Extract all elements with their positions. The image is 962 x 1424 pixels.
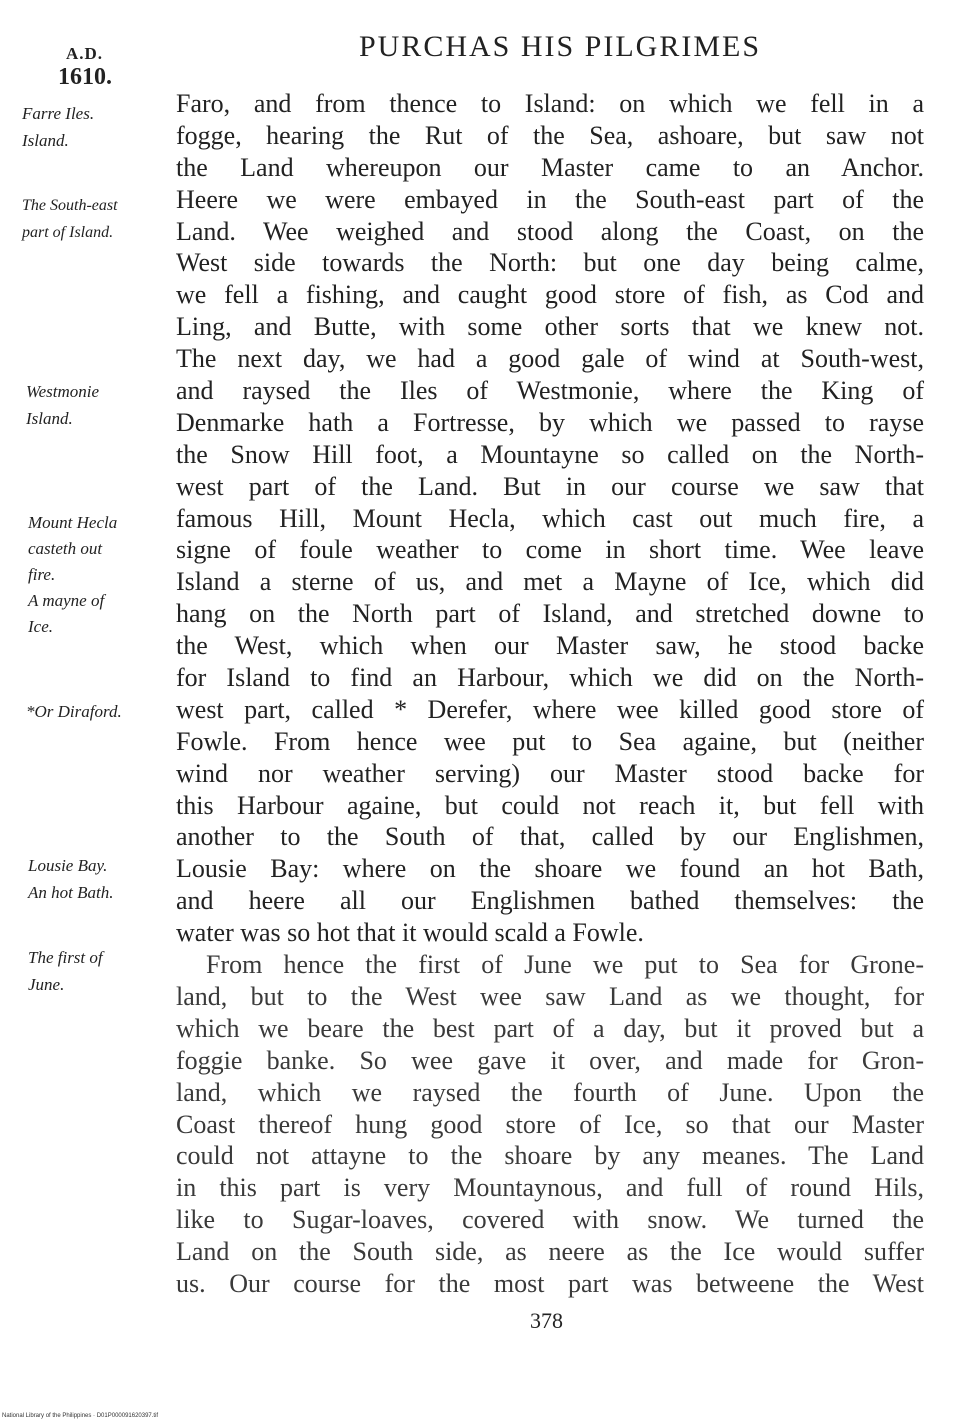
- year-label: 1610.: [58, 64, 112, 90]
- margin-note-line: *Or Diraford.: [26, 702, 122, 721]
- text-line: foggie banke. So wee gave it over, and made for Gron-: [176, 1045, 924, 1075]
- text-line: water was so hot that it would scald a Fowle.: [176, 918, 644, 948]
- text-line: and heere all our Englishmen bathed themselves: the: [176, 886, 924, 916]
- paragraph: [176, 88, 924, 949]
- text-line: Heere we were embayed in the South-east part of the: [176, 184, 924, 214]
- text-line: in this part is very Mountaynous, and full of round Hils,: [176, 1173, 924, 1203]
- paragraph: [176, 949, 924, 1300]
- era-label: A.D.: [66, 44, 104, 63]
- margin-note: [26, 378, 99, 432]
- margin-note-line: A mayne of: [28, 591, 105, 610]
- text-line: and raysed the Iles of Westmonie, where the King of: [176, 376, 924, 406]
- margin-note-line: An hot Bath.: [28, 883, 114, 902]
- text-line: which we beare the best part of a day, but it proved but a: [176, 1013, 924, 1043]
- text-line: Fowle. From hence wee put to Sea againe, but (neither: [176, 726, 924, 756]
- text-line: Ling, and Butte, with some other sorts that we knew not.: [176, 312, 924, 342]
- text-line: land, but to the West wee saw Land as we thought, for: [176, 981, 924, 1011]
- text-line: Lousie Bay: where on the shoare we found an hot Bath,: [176, 854, 924, 884]
- margin-note-line: Island.: [22, 131, 69, 150]
- text-line: this Harbour againe, but could not reach it, but fell with: [176, 790, 924, 820]
- text-line: for Island to find an Harbour, which we did on the North-: [176, 663, 924, 693]
- text-line: Denmarke hath a Fortresse, by which we passed to rayse: [176, 407, 924, 437]
- margin-note: [28, 852, 113, 906]
- text-line: like to Sugar-loaves, covered with snow. We turned the: [176, 1205, 924, 1235]
- margin-note-line: Farre Iles.: [22, 104, 95, 123]
- margin-note-line: The first of: [28, 948, 103, 967]
- text-line: hang on the North part of Island, and stretched downe to: [176, 599, 924, 629]
- text-line: the West, which when our Master saw, he stood backe: [176, 631, 924, 661]
- margin-note-line: part of Island.: [22, 224, 114, 241]
- text-line: west part, called * Derefer, where wee killed good store of: [176, 694, 924, 724]
- text-line: wind nor weather serving) our Master stood backe for: [176, 758, 924, 788]
- running-head: PURCHAS HIS PILGRIMES: [358, 30, 762, 63]
- margin-note-line: Mount Hecla: [28, 513, 118, 532]
- text-line: fogge, hearing the Rut of the Sea, ashoare, but saw not: [176, 120, 924, 150]
- text-line: could not attayne to the shoare by any meanes. The Land: [176, 1141, 924, 1171]
- margin-note-line: The South-east: [22, 197, 118, 214]
- margin-note: [28, 944, 103, 998]
- margin-note: [26, 698, 122, 725]
- margin-note-line: Westmonie: [26, 382, 100, 401]
- margin-note: [22, 100, 94, 154]
- text-line: Land on the South side, as neere as the Ice would suffer: [176, 1237, 924, 1267]
- text-line: west part of the Land. But in our course we saw that: [176, 471, 924, 501]
- margin-note-line: Ice.: [28, 617, 54, 636]
- text-line: land, which we raysed the fourth of June. Upon the: [176, 1077, 924, 1107]
- margin-note-line: June.: [28, 975, 65, 994]
- text-line: us. Our course for the most part was betweene the West: [176, 1268, 924, 1298]
- text-line: Faro, and from thence to Island: on which we fell in a: [176, 89, 924, 118]
- text-line: famous Hill, Mount Hecla, which cast out much fire, a: [176, 503, 924, 533]
- margin-note-line: casteth out: [28, 539, 103, 558]
- text-line: signe of foule weather to come in short time. Wee leave: [176, 535, 924, 565]
- text-line: the Snow Hill foot, a Mountayne so called on the North-: [176, 439, 924, 469]
- text-line: Land. Wee weighed and stood along the Coast, on the: [176, 216, 924, 246]
- text-line: the Land whereupon our Master came to an Anchor.: [176, 152, 924, 182]
- margin-note-line: Island.: [26, 409, 73, 428]
- margin-note: [22, 192, 118, 246]
- text-line: West side towards the North: but one day being calme,: [176, 248, 924, 278]
- margin-note-line: fire.: [28, 565, 56, 584]
- margin-note: [28, 510, 117, 640]
- text-line: From hence the first of June we put to Sea for Grone-: [206, 950, 924, 980]
- scan-credit: National Library of the Philippines · D01P000091620397.tif: [2, 1413, 159, 1419]
- page-number: 378: [530, 1308, 563, 1333]
- text-line: another to the South of that, called by our Englishmen,: [176, 822, 924, 852]
- text-line: Island a sterne of us, and met a Mayne of Ice, which did: [176, 567, 924, 597]
- text-line: The next day, we had a good gale of wind at South-west,: [176, 344, 924, 374]
- body-text: [176, 88, 924, 1300]
- text-line: we fell a fishing, and caught good store of fish, as Cod and: [176, 280, 924, 310]
- text-line: Coast thereof hung good store of Ice, so that our Master: [176, 1109, 924, 1139]
- margin-note-line: Lousie Bay.: [28, 856, 108, 875]
